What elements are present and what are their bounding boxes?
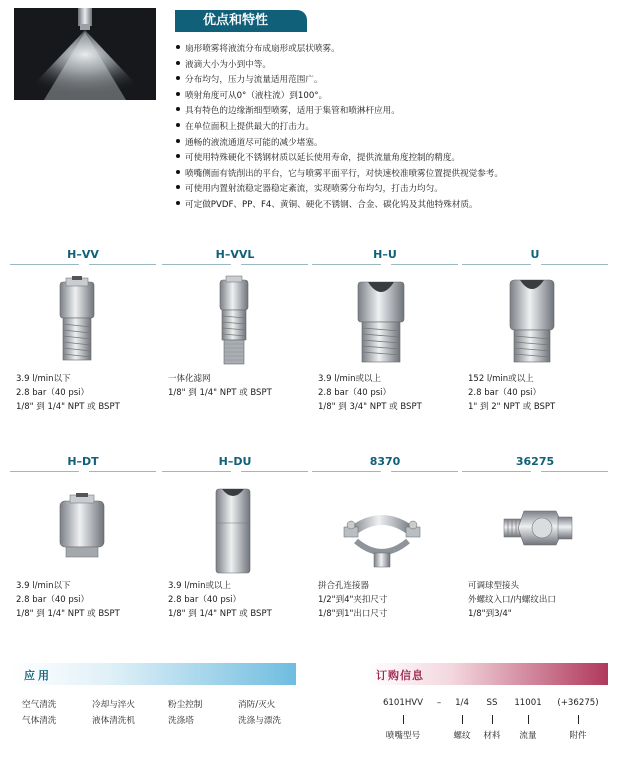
feature-item: 液滴大小为小到中等。 [176, 58, 606, 74]
bullet-icon [176, 139, 180, 143]
bullet-icon [176, 92, 180, 96]
product-name: U [530, 248, 540, 261]
nozzle-u-image [460, 272, 610, 370]
product-h-dt [8, 455, 158, 619]
bullet-icon [176, 201, 180, 205]
divider [10, 471, 156, 477]
nozzle-h-vvl-image [160, 272, 310, 370]
nozzle-h-dt-image [8, 479, 158, 577]
product-specs: 3.9 l/min以下 2.8 bar（40 psi） 1/8" 到 1/4" NPT 或 BSPT [16, 374, 120, 412]
bullet-icon [176, 185, 180, 189]
bullet-icon [176, 45, 180, 49]
tick-mark [403, 715, 404, 724]
feature-item: 具有特色的边缘渐细型喷雾，适用于集管和喷淋杆应用。 [176, 104, 606, 120]
bullet-icon [176, 170, 180, 174]
order-part-accessory: (+36275) 附件 [557, 698, 599, 741]
divider [462, 471, 608, 477]
feature-item: 通畅的液流通道尽可能的减少堵塞。 [176, 136, 606, 152]
applications-row: 气体清洗 液体清洗机 洗涤塔 洗涤与漂洗 [22, 716, 281, 726]
divider [10, 264, 156, 270]
nozzle-h-vv-image [8, 272, 158, 370]
order-title: 订购信息 [376, 669, 424, 682]
feature-item: 分布均匀，压力与流量适用范围广。 [176, 73, 606, 89]
product-specs: 一体化滤网 1/8" 到 1/4" NPT 或 BSPT [168, 374, 272, 398]
bullet-icon [176, 107, 180, 111]
order-separator: – [436, 698, 442, 708]
tick-mark [578, 715, 579, 724]
product-name: 36275 [515, 455, 555, 468]
divider [312, 264, 458, 270]
feature-item: 扇形喷雾将液流分布成扇形或层状喷雾。 [176, 42, 606, 58]
bullet-icon [176, 154, 180, 158]
product-h-du [160, 455, 310, 619]
product-name: 8370 [369, 455, 401, 468]
tick-mark [462, 715, 463, 724]
spray-photo [14, 8, 156, 100]
product-name: H–DU [218, 455, 252, 468]
tick-mark [492, 715, 493, 724]
product-specs: 可调球型接头 外螺纹入口/内螺纹出口 1/8"到3/4" [468, 581, 556, 619]
product-name: H–VV [67, 248, 99, 261]
order-part-flow: 11001 流量 [514, 698, 542, 741]
product-specs: 3.9 l/min以下 2.8 bar（40 psi） 1/8" 到 1/4" NPT 或 BSPT [16, 581, 120, 619]
nozzle-h-u-image [310, 272, 460, 370]
feature-item: 可使用内置射流稳定器稳定紊流，实现喷雾分布均匀，打击力均匀。 [176, 182, 606, 198]
divider [312, 471, 458, 477]
bullet-icon [176, 76, 180, 80]
divider [462, 264, 608, 270]
applications-grid [22, 697, 302, 729]
product-h-vvl [160, 248, 310, 398]
order-part-model: 6101HVV 喷嘴型号 [382, 698, 424, 741]
product-name: H–U [373, 248, 397, 261]
product-name: H–VVL [215, 248, 255, 261]
feature-item: 喷嘴侧面有铣削出的平台，它与喷雾平面平行，对快速校准喷雾位置提供视觉参考。 [176, 167, 606, 183]
product-36275 [460, 455, 610, 619]
product-specs: 3.9 l/min或以上 2.8 bar（40 psi） 1/8" 到 1/4" NPT 或 BSPT [168, 581, 272, 619]
ball-joint-36275-image [460, 479, 610, 577]
product-h-vv [8, 248, 158, 412]
clamp-8370-image [310, 479, 460, 577]
divider [162, 264, 308, 270]
features-list [176, 42, 606, 214]
product-specs: 拼合孔连接器 1/2"到4"夹扣尺寸 1/8"到1"出口尺寸 [318, 581, 388, 619]
product-h-u [310, 248, 460, 412]
product-u [460, 248, 610, 412]
product-specs: 3.9 l/min或以上 2.8 bar（40 psi） 1/8" 到 3/4" NPT 或 BSPT [318, 374, 422, 412]
product-specs: 152 l/min或以上 2.8 bar（40 psi） 1" 到 2" NPT 或 BSPT [468, 374, 556, 412]
features-title: 优点和特性 [175, 10, 307, 32]
applications-title: 应用 [24, 669, 52, 682]
applications-row: 空气清洗 冷却与淬火 粉尘控制 消防/灭火 [22, 700, 276, 710]
bullet-icon [176, 61, 180, 65]
product-name: H–DT [67, 455, 99, 468]
feature-item: 可定做PVDF、PP、F4、黄铜、硬化不锈钢、合金、碳化钨及其他特殊材质。 [176, 198, 606, 214]
product-8370 [310, 455, 460, 619]
divider [162, 471, 308, 477]
order-part-material: SS 材料 [483, 698, 501, 741]
nozzle-h-du-image [160, 479, 310, 577]
bullet-icon [176, 123, 180, 127]
feature-item: 可使用特殊硬化不锈钢材质以延长使用寿命，提供流量角度控制的精度。 [176, 151, 606, 167]
applications-band [12, 663, 296, 685]
feature-item: 在单位面积上提供最大的打击力。 [176, 120, 606, 136]
order-part-thread: 1/4 螺纹 [453, 698, 471, 741]
tick-mark [528, 715, 529, 724]
feature-item: 喷射角度可从0°（液柱流）到100°。 [176, 89, 606, 105]
